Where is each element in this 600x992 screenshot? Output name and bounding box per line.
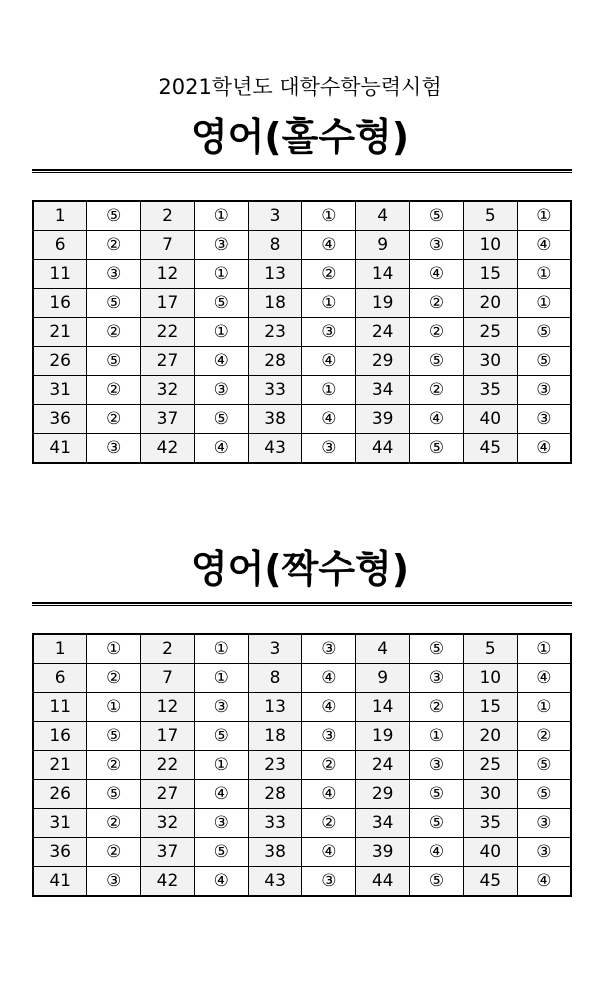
question-number: 28 <box>248 780 302 809</box>
answer-choice: ① <box>517 634 571 664</box>
answer-choice: ② <box>410 376 464 405</box>
answer-choice: ① <box>517 201 571 231</box>
answer-choice: ③ <box>194 809 248 838</box>
answer-choice: ③ <box>194 231 248 260</box>
table-row <box>33 231 571 260</box>
question-number: 38 <box>248 838 302 867</box>
answer-choice: ⑤ <box>517 318 571 347</box>
question-number: 37 <box>141 405 195 434</box>
question-number: 6 <box>33 664 87 693</box>
question-number: 21 <box>33 318 87 347</box>
question-number: 17 <box>141 722 195 751</box>
question-number: 42 <box>141 434 195 464</box>
answer-choice: ④ <box>517 867 571 897</box>
section-title-odd: 영어(홀수형) <box>190 115 410 159</box>
question-number: 17 <box>141 289 195 318</box>
answer-choice: ⑤ <box>87 722 141 751</box>
question-number: 24 <box>356 318 410 347</box>
answer-choice: ③ <box>410 664 464 693</box>
answer-choice: ③ <box>194 693 248 722</box>
question-number: 8 <box>248 664 302 693</box>
answer-choice: ④ <box>194 434 248 464</box>
question-number: 11 <box>33 260 87 289</box>
answer-choice: ③ <box>410 751 464 780</box>
question-number: 39 <box>356 405 410 434</box>
table-row <box>33 376 571 405</box>
answer-choice: ① <box>302 376 356 405</box>
question-number: 15 <box>463 693 517 722</box>
answer-choice: ⑤ <box>87 347 141 376</box>
question-number: 22 <box>141 751 195 780</box>
question-number: 18 <box>248 722 302 751</box>
question-number: 40 <box>463 405 517 434</box>
answer-choice: ④ <box>517 434 571 464</box>
answer-choice: ② <box>87 664 141 693</box>
question-number: 18 <box>248 289 302 318</box>
question-number: 7 <box>141 231 195 260</box>
table-row <box>33 289 571 318</box>
answer-choice: ⑤ <box>410 809 464 838</box>
question-number: 29 <box>356 347 410 376</box>
answer-choice: ② <box>302 260 356 289</box>
question-number: 20 <box>463 289 517 318</box>
question-number: 30 <box>463 780 517 809</box>
answer-choice: ④ <box>302 231 356 260</box>
answer-table-even <box>32 633 572 897</box>
question-number: 44 <box>356 434 410 464</box>
answer-choice: ④ <box>410 260 464 289</box>
question-number: 1 <box>33 634 87 664</box>
question-number: 30 <box>463 347 517 376</box>
question-number: 2 <box>141 634 195 664</box>
question-number: 24 <box>356 751 410 780</box>
answer-choice: ④ <box>302 838 356 867</box>
answer-choice: ① <box>87 634 141 664</box>
question-number: 36 <box>33 838 87 867</box>
answer-choice: ① <box>194 201 248 231</box>
question-number: 33 <box>248 809 302 838</box>
answer-choice: ② <box>87 376 141 405</box>
question-number: 12 <box>141 260 195 289</box>
question-number: 27 <box>141 347 195 376</box>
question-number: 14 <box>356 693 410 722</box>
answer-choice: ⑤ <box>87 201 141 231</box>
answer-choice: ④ <box>194 347 248 376</box>
answer-choice: ① <box>194 318 248 347</box>
question-number: 35 <box>463 809 517 838</box>
question-number: 43 <box>248 434 302 464</box>
question-number: 29 <box>356 780 410 809</box>
answer-choice: ② <box>410 318 464 347</box>
question-number: 31 <box>33 376 87 405</box>
answer-choice: ⑤ <box>194 722 248 751</box>
answer-choice: ③ <box>517 405 571 434</box>
answer-choice: ① <box>410 722 464 751</box>
answer-choice: ④ <box>517 231 571 260</box>
answer-choice: ⑤ <box>194 838 248 867</box>
answer-choice: ⑤ <box>517 751 571 780</box>
question-number: 1 <box>33 201 87 231</box>
answer-choice: ⑤ <box>87 780 141 809</box>
answer-choice: ⑤ <box>410 201 464 231</box>
answer-choice: ③ <box>194 376 248 405</box>
question-number: 23 <box>248 751 302 780</box>
answer-choice: ⑤ <box>194 405 248 434</box>
answer-choice: ③ <box>87 434 141 464</box>
answer-choice: ④ <box>302 780 356 809</box>
answer-choice: ⑤ <box>517 347 571 376</box>
table-row <box>33 809 571 838</box>
divider-even <box>32 602 572 606</box>
question-number: 13 <box>248 260 302 289</box>
question-number: 3 <box>248 201 302 231</box>
answer-choice: ① <box>517 693 571 722</box>
answer-choice: ⑤ <box>87 289 141 318</box>
answer-choice: ③ <box>517 838 571 867</box>
question-number: 8 <box>248 231 302 260</box>
answer-choice: ③ <box>302 634 356 664</box>
question-number: 5 <box>463 201 517 231</box>
answer-choice: ④ <box>517 664 571 693</box>
answer-choice: ⑤ <box>517 780 571 809</box>
answer-choice: ① <box>194 664 248 693</box>
question-number: 43 <box>248 867 302 897</box>
question-number: 23 <box>248 318 302 347</box>
answer-choice: ⑤ <box>410 434 464 464</box>
answer-choice: ② <box>87 318 141 347</box>
answer-choice: ④ <box>194 780 248 809</box>
question-number: 19 <box>356 289 410 318</box>
table-row <box>33 780 571 809</box>
question-number: 20 <box>463 722 517 751</box>
exam-title: 2021학년도 대학수학능력시험 <box>158 75 442 99</box>
question-number: 3 <box>248 634 302 664</box>
question-number: 39 <box>356 838 410 867</box>
answer-choice: ② <box>87 809 141 838</box>
answer-choice: ④ <box>302 664 356 693</box>
question-number: 16 <box>33 289 87 318</box>
question-number: 32 <box>141 809 195 838</box>
answer-choice: ① <box>194 751 248 780</box>
answer-choice: ④ <box>302 347 356 376</box>
table-row <box>33 664 571 693</box>
question-number: 35 <box>463 376 517 405</box>
table-row <box>33 634 571 664</box>
answer-choice: ② <box>302 809 356 838</box>
answer-table-odd <box>32 200 572 464</box>
question-number: 14 <box>356 260 410 289</box>
answer-choice: ③ <box>87 260 141 289</box>
question-number: 32 <box>141 376 195 405</box>
question-number: 45 <box>463 434 517 464</box>
question-number: 41 <box>33 434 87 464</box>
answer-choice: ① <box>87 693 141 722</box>
question-number: 4 <box>356 634 410 664</box>
question-number: 40 <box>463 838 517 867</box>
question-number: 21 <box>33 751 87 780</box>
answer-choice: ② <box>410 693 464 722</box>
question-number: 5 <box>463 634 517 664</box>
answer-choice: ② <box>87 231 141 260</box>
answer-choice: ⑤ <box>410 634 464 664</box>
question-number: 9 <box>356 664 410 693</box>
answer-choice: ① <box>517 289 571 318</box>
question-number: 25 <box>463 751 517 780</box>
table-row <box>33 318 571 347</box>
answer-choice: ② <box>517 722 571 751</box>
table-row <box>33 434 571 464</box>
answer-choice: ④ <box>302 405 356 434</box>
answer-choice: ③ <box>410 231 464 260</box>
question-number: 36 <box>33 405 87 434</box>
question-number: 34 <box>356 809 410 838</box>
question-number: 2 <box>141 201 195 231</box>
question-number: 26 <box>33 780 87 809</box>
question-number: 9 <box>356 231 410 260</box>
question-number: 7 <box>141 664 195 693</box>
question-number: 25 <box>463 318 517 347</box>
table-row <box>33 693 571 722</box>
answer-choice: ② <box>302 751 356 780</box>
table-row <box>33 260 571 289</box>
table-row <box>33 347 571 376</box>
answer-choice: ⑤ <box>410 780 464 809</box>
question-number: 38 <box>248 405 302 434</box>
table-row <box>33 722 571 751</box>
answer-choice: ③ <box>302 318 356 347</box>
question-number: 12 <box>141 693 195 722</box>
answer-choice: ③ <box>87 867 141 897</box>
question-number: 10 <box>463 664 517 693</box>
question-number: 13 <box>248 693 302 722</box>
table-row <box>33 201 571 231</box>
answer-choice: ③ <box>302 722 356 751</box>
answer-choice: ③ <box>302 434 356 464</box>
answer-choice: ② <box>87 838 141 867</box>
table-row <box>33 867 571 897</box>
question-number: 4 <box>356 201 410 231</box>
answer-choice: ④ <box>302 693 356 722</box>
question-number: 28 <box>248 347 302 376</box>
question-number: 45 <box>463 867 517 897</box>
table-row <box>33 405 571 434</box>
question-number: 44 <box>356 867 410 897</box>
question-number: 15 <box>463 260 517 289</box>
question-number: 19 <box>356 722 410 751</box>
answer-choice: ② <box>410 289 464 318</box>
answer-choice: ① <box>194 260 248 289</box>
divider-odd <box>32 169 572 173</box>
answer-choice: ⑤ <box>194 289 248 318</box>
answer-choice: ① <box>517 260 571 289</box>
answer-choice: ④ <box>194 867 248 897</box>
question-number: 22 <box>141 318 195 347</box>
answer-choice: ⑤ <box>410 347 464 376</box>
table-row <box>33 838 571 867</box>
answer-choice: ③ <box>302 867 356 897</box>
answer-choice: ③ <box>517 376 571 405</box>
question-number: 26 <box>33 347 87 376</box>
question-number: 16 <box>33 722 87 751</box>
section-title-even: 영어(짝수형) <box>190 547 410 591</box>
question-number: 37 <box>141 838 195 867</box>
question-number: 31 <box>33 809 87 838</box>
answer-choice: ④ <box>410 838 464 867</box>
question-number: 27 <box>141 780 195 809</box>
answer-choice: ② <box>87 751 141 780</box>
question-number: 10 <box>463 231 517 260</box>
question-number: 41 <box>33 867 87 897</box>
question-number: 11 <box>33 693 87 722</box>
table-row <box>33 751 571 780</box>
answer-choice: ① <box>302 289 356 318</box>
answer-choice: ① <box>302 201 356 231</box>
answer-choice: ⑤ <box>410 867 464 897</box>
question-number: 42 <box>141 867 195 897</box>
question-number: 6 <box>33 231 87 260</box>
answer-choice: ② <box>87 405 141 434</box>
question-number: 33 <box>248 376 302 405</box>
answer-choice: ① <box>194 634 248 664</box>
answer-choice: ④ <box>410 405 464 434</box>
question-number: 34 <box>356 376 410 405</box>
answer-choice: ③ <box>517 809 571 838</box>
